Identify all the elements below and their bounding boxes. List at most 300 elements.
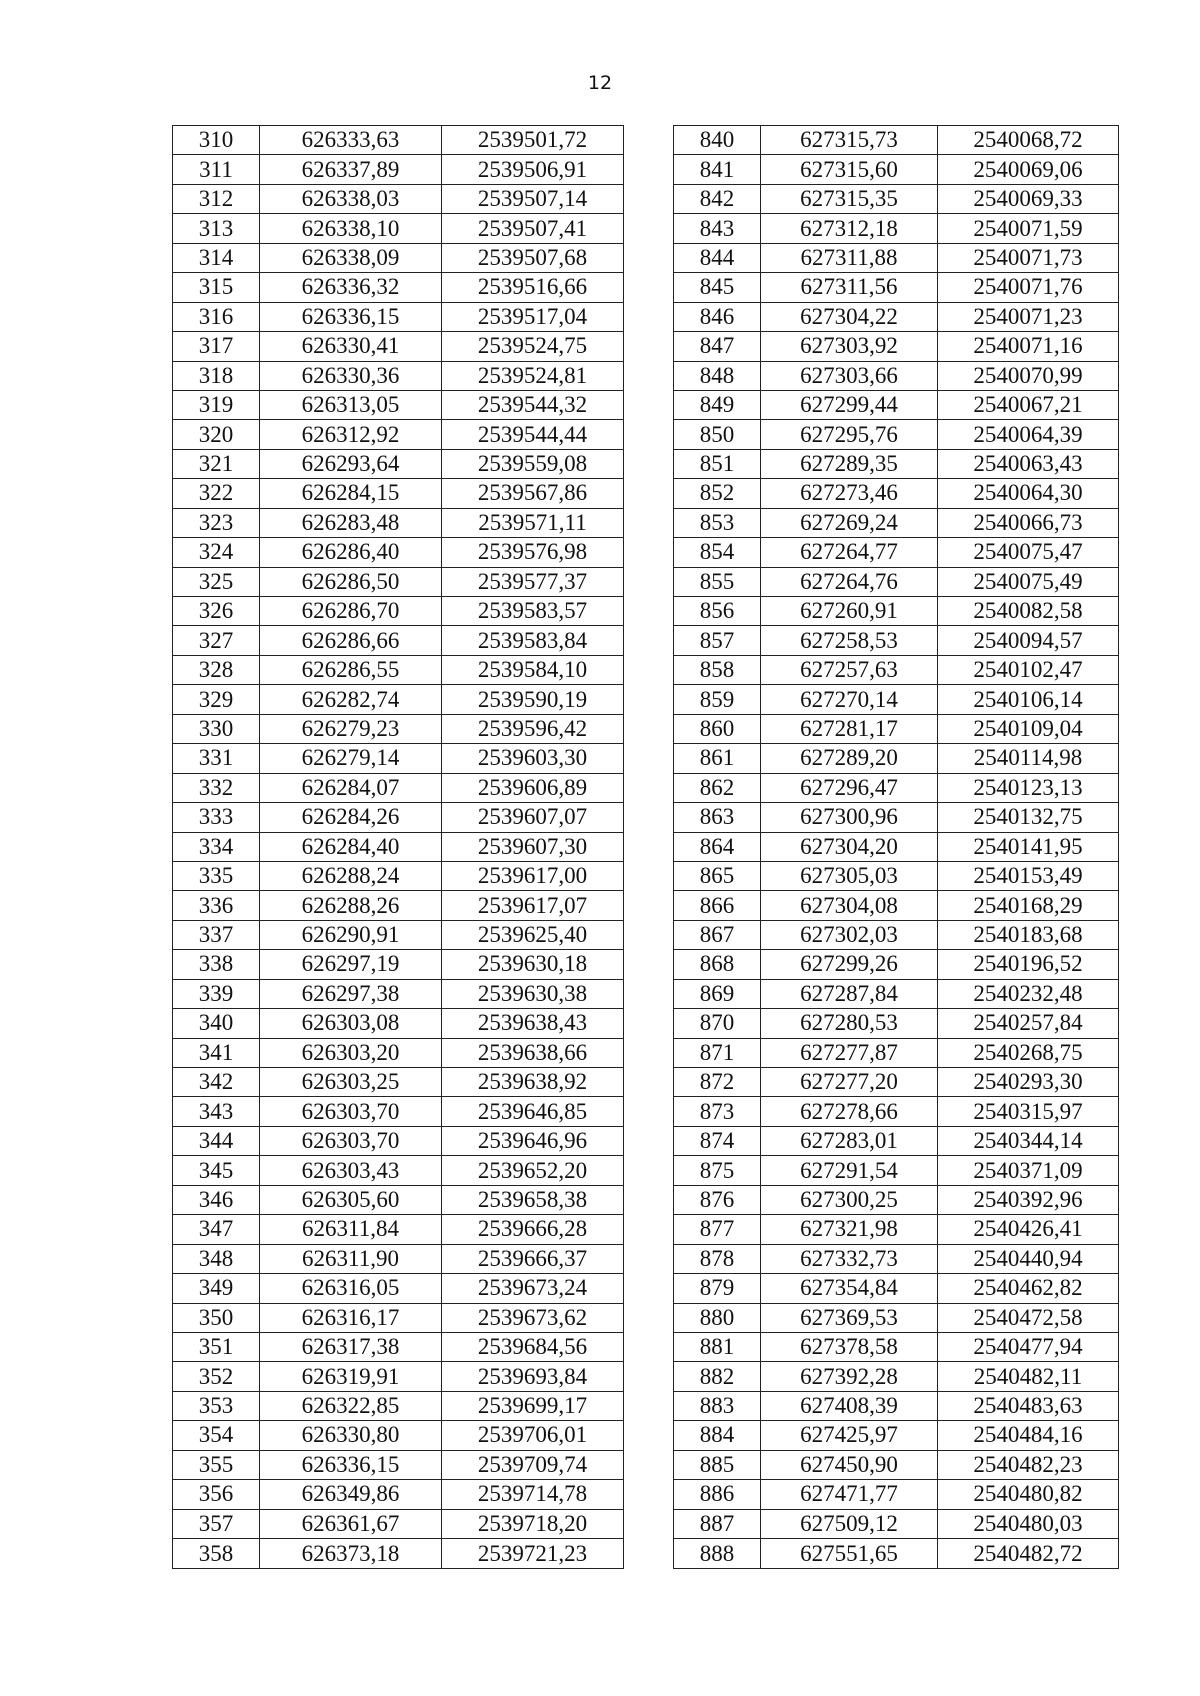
point-number-left: 334	[173, 832, 260, 861]
point-number-left: 322	[173, 479, 260, 508]
y-coordinate-right: 2540063,43	[938, 449, 1119, 478]
point-number-right: 867	[674, 920, 761, 949]
point-number-right: 860	[674, 714, 761, 743]
y-coordinate-left: 2539567,86	[442, 479, 624, 508]
y-coordinate-right: 2540426,41	[938, 1215, 1119, 1244]
point-number-left: 319	[173, 390, 260, 419]
y-coordinate-right: 2540069,06	[938, 155, 1119, 184]
point-number-left: 353	[173, 1391, 260, 1420]
point-number-left: 357	[173, 1509, 260, 1538]
x-coordinate-left: 626303,20	[260, 1038, 442, 1067]
point-number-right: 884	[674, 1421, 761, 1450]
x-coordinate-left: 626338,09	[260, 243, 442, 272]
y-coordinate-left: 2539583,84	[442, 626, 624, 655]
y-coordinate-left: 2539577,37	[442, 567, 624, 596]
x-coordinate-right: 627283,01	[761, 1126, 938, 1155]
x-coordinate-left: 626330,41	[260, 332, 442, 361]
table-gap-cell	[624, 1450, 674, 1479]
point-number-right: 872	[674, 1068, 761, 1097]
point-number-right: 870	[674, 1009, 761, 1038]
point-number-left: 317	[173, 332, 260, 361]
table-gap-cell	[624, 597, 674, 626]
table-row	[173, 685, 1119, 714]
x-coordinate-left: 626361,67	[260, 1509, 442, 1538]
table-row	[173, 155, 1119, 184]
x-coordinate-left: 626284,40	[260, 832, 442, 861]
x-coordinate-left: 626286,50	[260, 567, 442, 596]
x-coordinate-left: 626312,92	[260, 420, 442, 449]
table-gap-cell	[624, 1215, 674, 1244]
x-coordinate-left: 626286,40	[260, 538, 442, 567]
x-coordinate-right: 627269,24	[761, 508, 938, 537]
x-coordinate-right: 627264,76	[761, 567, 938, 596]
table-gap-cell	[624, 214, 674, 243]
x-coordinate-left: 626373,18	[260, 1539, 442, 1569]
y-coordinate-left: 2539638,92	[442, 1068, 624, 1097]
y-coordinate-right: 2540068,72	[938, 126, 1119, 155]
point-number-left: 343	[173, 1097, 260, 1126]
point-number-left: 324	[173, 538, 260, 567]
y-coordinate-right: 2540196,52	[938, 950, 1119, 979]
x-coordinate-right: 627258,53	[761, 626, 938, 655]
y-coordinate-right: 2540075,49	[938, 567, 1119, 596]
y-coordinate-right: 2540344,14	[938, 1126, 1119, 1155]
x-coordinate-right: 627311,88	[761, 243, 938, 272]
x-coordinate-left: 626319,91	[260, 1362, 442, 1391]
table-row	[173, 302, 1119, 331]
x-coordinate-left: 626316,05	[260, 1274, 442, 1303]
table-gap-cell	[624, 1391, 674, 1420]
table-gap-cell	[624, 1539, 674, 1569]
y-coordinate-right: 2540293,30	[938, 1068, 1119, 1097]
y-coordinate-right: 2540477,94	[938, 1332, 1119, 1361]
x-coordinate-right: 627300,96	[761, 803, 938, 832]
y-coordinate-left: 2539596,42	[442, 714, 624, 743]
x-coordinate-left: 626288,26	[260, 891, 442, 920]
table-gap-cell	[624, 832, 674, 861]
table-row	[173, 979, 1119, 1008]
point-number-left: 351	[173, 1332, 260, 1361]
x-coordinate-right: 627305,03	[761, 861, 938, 890]
table-gap-cell	[624, 626, 674, 655]
y-coordinate-right: 2540482,11	[938, 1362, 1119, 1391]
table-row	[173, 1391, 1119, 1420]
x-coordinate-left: 626284,15	[260, 479, 442, 508]
y-coordinate-right: 2540480,03	[938, 1509, 1119, 1538]
point-number-right: 886	[674, 1480, 761, 1509]
point-number-right: 848	[674, 361, 761, 390]
y-coordinate-right: 2540123,13	[938, 773, 1119, 802]
table-row	[173, 332, 1119, 361]
point-number-left: 352	[173, 1362, 260, 1391]
table-row	[173, 1126, 1119, 1155]
x-coordinate-right: 627296,47	[761, 773, 938, 802]
point-number-left: 347	[173, 1215, 260, 1244]
point-number-left: 340	[173, 1009, 260, 1038]
table-row	[173, 1215, 1119, 1244]
table-row	[173, 1068, 1119, 1097]
y-coordinate-left: 2539699,17	[442, 1391, 624, 1420]
point-number-left: 336	[173, 891, 260, 920]
table-gap-cell	[624, 1274, 674, 1303]
point-number-right: 874	[674, 1126, 761, 1155]
point-number-right: 852	[674, 479, 761, 508]
y-coordinate-left: 2539617,00	[442, 861, 624, 890]
y-coordinate-right: 2540482,23	[938, 1450, 1119, 1479]
y-coordinate-right: 2540075,47	[938, 538, 1119, 567]
table-row	[173, 243, 1119, 272]
x-coordinate-left: 626284,07	[260, 773, 442, 802]
y-coordinate-right: 2540064,30	[938, 479, 1119, 508]
table-row	[173, 891, 1119, 920]
table-row	[173, 1274, 1119, 1303]
y-coordinate-right: 2540094,57	[938, 626, 1119, 655]
point-number-right: 881	[674, 1332, 761, 1361]
table-row	[173, 744, 1119, 773]
table-row	[173, 1097, 1119, 1126]
table-row	[173, 1185, 1119, 1214]
y-coordinate-right: 2540232,48	[938, 979, 1119, 1008]
table-row	[173, 597, 1119, 626]
table-row	[173, 1332, 1119, 1361]
x-coordinate-right: 627302,03	[761, 920, 938, 949]
table-gap-cell	[624, 1244, 674, 1273]
point-number-right: 862	[674, 773, 761, 802]
point-number-left: 349	[173, 1274, 260, 1303]
x-coordinate-right: 627408,39	[761, 1391, 938, 1420]
y-coordinate-right: 2540070,99	[938, 361, 1119, 390]
x-coordinate-left: 626286,55	[260, 655, 442, 684]
table-gap-cell	[624, 508, 674, 537]
table-gap-cell	[624, 685, 674, 714]
table-row	[173, 567, 1119, 596]
point-number-left: 311	[173, 155, 260, 184]
point-number-left: 346	[173, 1185, 260, 1214]
y-coordinate-right: 2540440,94	[938, 1244, 1119, 1273]
x-coordinate-right: 627311,56	[761, 273, 938, 302]
table-gap-cell	[624, 361, 674, 390]
x-coordinate-left: 626311,84	[260, 1215, 442, 1244]
y-coordinate-left: 2539630,38	[442, 979, 624, 1008]
x-coordinate-left: 626286,70	[260, 597, 442, 626]
table-gap-cell	[624, 950, 674, 979]
point-number-right: 842	[674, 184, 761, 213]
y-coordinate-left: 2539658,38	[442, 1185, 624, 1214]
x-coordinate-right: 627291,54	[761, 1156, 938, 1185]
table-row	[173, 861, 1119, 890]
point-number-right: 883	[674, 1391, 761, 1420]
table-row	[173, 479, 1119, 508]
x-coordinate-left: 626284,26	[260, 803, 442, 832]
table-gap-cell	[624, 1156, 674, 1185]
table-gap-cell	[624, 714, 674, 743]
y-coordinate-right: 2540071,16	[938, 332, 1119, 361]
table-gap-cell	[624, 1509, 674, 1538]
y-coordinate-right: 2540114,98	[938, 744, 1119, 773]
table-gap-cell	[624, 861, 674, 890]
point-number-left: 335	[173, 861, 260, 890]
y-coordinate-left: 2539693,84	[442, 1362, 624, 1391]
point-number-right: 864	[674, 832, 761, 861]
point-number-left: 310	[173, 126, 260, 155]
table-gap-cell	[624, 155, 674, 184]
page-number: 12	[587, 72, 613, 94]
table-gap-cell	[624, 803, 674, 832]
point-number-left: 331	[173, 744, 260, 773]
x-coordinate-left: 626286,66	[260, 626, 442, 655]
x-coordinate-right: 627425,97	[761, 1421, 938, 1450]
table-row	[173, 1509, 1119, 1538]
table-row	[173, 420, 1119, 449]
point-number-left: 330	[173, 714, 260, 743]
point-number-left: 326	[173, 597, 260, 626]
y-coordinate-right: 2540141,95	[938, 832, 1119, 861]
x-coordinate-right: 627369,53	[761, 1303, 938, 1332]
table-row	[173, 390, 1119, 419]
x-coordinate-left: 626336,15	[260, 1450, 442, 1479]
y-coordinate-right: 2540069,33	[938, 184, 1119, 213]
point-number-right: 855	[674, 567, 761, 596]
table-row	[173, 538, 1119, 567]
y-coordinate-left: 2539617,07	[442, 891, 624, 920]
y-coordinate-left: 2539638,43	[442, 1009, 624, 1038]
x-coordinate-left: 626279,23	[260, 714, 442, 743]
y-coordinate-left: 2539516,66	[442, 273, 624, 302]
x-coordinate-right: 627277,20	[761, 1068, 938, 1097]
point-number-left: 356	[173, 1480, 260, 1509]
table-gap-cell	[624, 1126, 674, 1155]
y-coordinate-left: 2539607,30	[442, 832, 624, 861]
table-row	[173, 214, 1119, 243]
x-coordinate-right: 627304,20	[761, 832, 938, 861]
point-number-right: 877	[674, 1215, 761, 1244]
x-coordinate-right: 627260,91	[761, 597, 938, 626]
y-coordinate-right: 2540480,82	[938, 1480, 1119, 1509]
x-coordinate-right: 627354,84	[761, 1274, 938, 1303]
y-coordinate-left: 2539507,68	[442, 243, 624, 272]
y-coordinate-left: 2539524,75	[442, 332, 624, 361]
x-coordinate-left: 626316,17	[260, 1303, 442, 1332]
coordinates-table-body	[173, 126, 1119, 1569]
point-number-right: 843	[674, 214, 761, 243]
table-gap-cell	[624, 1303, 674, 1332]
point-number-left: 328	[173, 655, 260, 684]
x-coordinate-left: 626297,38	[260, 979, 442, 1008]
y-coordinate-left: 2539721,23	[442, 1539, 624, 1569]
point-number-right: 856	[674, 597, 761, 626]
x-coordinate-left: 626330,80	[260, 1421, 442, 1450]
table-row	[173, 1450, 1119, 1479]
table-row	[173, 714, 1119, 743]
x-coordinate-right: 627392,28	[761, 1362, 938, 1391]
point-number-left: 355	[173, 1450, 260, 1479]
point-number-right: 861	[674, 744, 761, 773]
point-number-right: 873	[674, 1097, 761, 1126]
y-coordinate-left: 2539684,56	[442, 1332, 624, 1361]
point-number-right: 853	[674, 508, 761, 537]
x-coordinate-right: 627277,87	[761, 1038, 938, 1067]
table-row	[173, 1009, 1119, 1038]
x-coordinate-right: 627257,63	[761, 655, 938, 684]
point-number-right: 857	[674, 626, 761, 655]
y-coordinate-left: 2539630,18	[442, 950, 624, 979]
point-number-left: 333	[173, 803, 260, 832]
x-coordinate-right: 627273,46	[761, 479, 938, 508]
point-number-left: 341	[173, 1038, 260, 1067]
table-row	[173, 626, 1119, 655]
point-number-left: 348	[173, 1244, 260, 1273]
y-coordinate-right: 2540257,84	[938, 1009, 1119, 1038]
table-gap-cell	[624, 184, 674, 213]
table-row	[173, 1303, 1119, 1332]
table-gap-cell	[624, 243, 674, 272]
y-coordinate-right: 2540102,47	[938, 655, 1119, 684]
y-coordinate-left: 2539506,91	[442, 155, 624, 184]
table-row	[173, 920, 1119, 949]
table-row	[173, 950, 1119, 979]
point-number-right: 882	[674, 1362, 761, 1391]
point-number-right: 871	[674, 1038, 761, 1067]
y-coordinate-left: 2539673,62	[442, 1303, 624, 1332]
point-number-right: 885	[674, 1450, 761, 1479]
point-number-right: 880	[674, 1303, 761, 1332]
y-coordinate-left: 2539571,11	[442, 508, 624, 537]
table-gap-cell	[624, 1097, 674, 1126]
table-row	[173, 184, 1119, 213]
point-number-right: 865	[674, 861, 761, 890]
table-gap-cell	[624, 273, 674, 302]
x-coordinate-left: 626303,70	[260, 1097, 442, 1126]
x-coordinate-right: 627289,20	[761, 744, 938, 773]
x-coordinate-right: 627321,98	[761, 1215, 938, 1244]
point-number-left: 320	[173, 420, 260, 449]
point-number-right: 863	[674, 803, 761, 832]
x-coordinate-right: 627287,84	[761, 979, 938, 1008]
table-gap-cell	[624, 1362, 674, 1391]
x-coordinate-left: 626303,43	[260, 1156, 442, 1185]
x-coordinate-right: 627299,44	[761, 390, 938, 419]
y-coordinate-left: 2539666,37	[442, 1244, 624, 1273]
y-coordinate-right: 2540109,04	[938, 714, 1119, 743]
y-coordinate-right: 2540472,58	[938, 1303, 1119, 1332]
x-coordinate-right: 627312,18	[761, 214, 938, 243]
table-gap-cell	[624, 1068, 674, 1097]
point-number-right: 850	[674, 420, 761, 449]
table-row	[173, 126, 1119, 155]
y-coordinate-right: 2540067,21	[938, 390, 1119, 419]
y-coordinate-right: 2540483,63	[938, 1391, 1119, 1420]
x-coordinate-left: 626297,19	[260, 950, 442, 979]
x-coordinate-right: 627295,76	[761, 420, 938, 449]
x-coordinate-right: 627315,35	[761, 184, 938, 213]
table-gap-cell	[624, 655, 674, 684]
point-number-right: 866	[674, 891, 761, 920]
y-coordinate-left: 2539590,19	[442, 685, 624, 714]
y-coordinate-right: 2540392,96	[938, 1185, 1119, 1214]
y-coordinate-right: 2540132,75	[938, 803, 1119, 832]
table-row	[173, 273, 1119, 302]
x-coordinate-left: 626337,89	[260, 155, 442, 184]
y-coordinate-left: 2539507,14	[442, 184, 624, 213]
y-coordinate-left: 2539606,89	[442, 773, 624, 802]
y-coordinate-left: 2539501,72	[442, 126, 624, 155]
x-coordinate-right: 627509,12	[761, 1509, 938, 1538]
y-coordinate-right: 2540106,14	[938, 685, 1119, 714]
x-coordinate-right: 627278,66	[761, 1097, 938, 1126]
point-number-left: 314	[173, 243, 260, 272]
table-gap-cell	[624, 390, 674, 419]
x-coordinate-right: 627289,35	[761, 449, 938, 478]
y-coordinate-left: 2539603,30	[442, 744, 624, 773]
point-number-right: 876	[674, 1185, 761, 1214]
x-coordinate-right: 627450,90	[761, 1450, 938, 1479]
point-number-left: 345	[173, 1156, 260, 1185]
table-gap-cell	[624, 744, 674, 773]
table-row	[173, 449, 1119, 478]
table-row	[173, 832, 1119, 861]
y-coordinate-right: 2540071,73	[938, 243, 1119, 272]
x-coordinate-right: 627280,53	[761, 1009, 938, 1038]
point-number-left: 312	[173, 184, 260, 213]
point-number-right: 869	[674, 979, 761, 1008]
y-coordinate-left: 2539666,28	[442, 1215, 624, 1244]
table-gap-cell	[624, 332, 674, 361]
y-coordinate-right: 2540082,58	[938, 597, 1119, 626]
y-coordinate-left: 2539524,81	[442, 361, 624, 390]
point-number-left: 329	[173, 685, 260, 714]
y-coordinate-right: 2540071,23	[938, 302, 1119, 331]
y-coordinate-left: 2539714,78	[442, 1480, 624, 1509]
y-coordinate-right: 2540064,39	[938, 420, 1119, 449]
y-coordinate-left: 2539718,20	[442, 1509, 624, 1538]
point-number-right: 845	[674, 273, 761, 302]
x-coordinate-right: 627551,65	[761, 1539, 938, 1569]
point-number-left: 313	[173, 214, 260, 243]
point-number-left: 338	[173, 950, 260, 979]
x-coordinate-left: 626279,14	[260, 744, 442, 773]
point-number-left: 323	[173, 508, 260, 537]
table-gap-cell	[624, 920, 674, 949]
table-gap-cell	[624, 1038, 674, 1067]
point-number-left: 358	[173, 1539, 260, 1569]
x-coordinate-left: 626290,91	[260, 920, 442, 949]
point-number-left: 321	[173, 449, 260, 478]
point-number-left: 316	[173, 302, 260, 331]
point-number-left: 354	[173, 1421, 260, 1450]
x-coordinate-left: 626305,60	[260, 1185, 442, 1214]
point-number-right: 859	[674, 685, 761, 714]
x-coordinate-right: 627315,60	[761, 155, 938, 184]
point-number-right: 846	[674, 302, 761, 331]
y-coordinate-left: 2539544,32	[442, 390, 624, 419]
point-number-left: 342	[173, 1068, 260, 1097]
y-coordinate-left: 2539625,40	[442, 920, 624, 949]
table-gap-cell	[624, 302, 674, 331]
y-coordinate-left: 2539646,85	[442, 1097, 624, 1126]
y-coordinate-left: 2539507,41	[442, 214, 624, 243]
table-gap-cell	[624, 420, 674, 449]
point-number-right: 887	[674, 1509, 761, 1538]
x-coordinate-right: 627471,77	[761, 1480, 938, 1509]
y-coordinate-left: 2539652,20	[442, 1156, 624, 1185]
y-coordinate-right: 2540462,82	[938, 1274, 1119, 1303]
table-row	[173, 1244, 1119, 1273]
table-gap-cell	[624, 538, 674, 567]
y-coordinate-left: 2539607,07	[442, 803, 624, 832]
table-row	[173, 508, 1119, 537]
y-coordinate-right: 2540071,76	[938, 273, 1119, 302]
table-row	[173, 655, 1119, 684]
